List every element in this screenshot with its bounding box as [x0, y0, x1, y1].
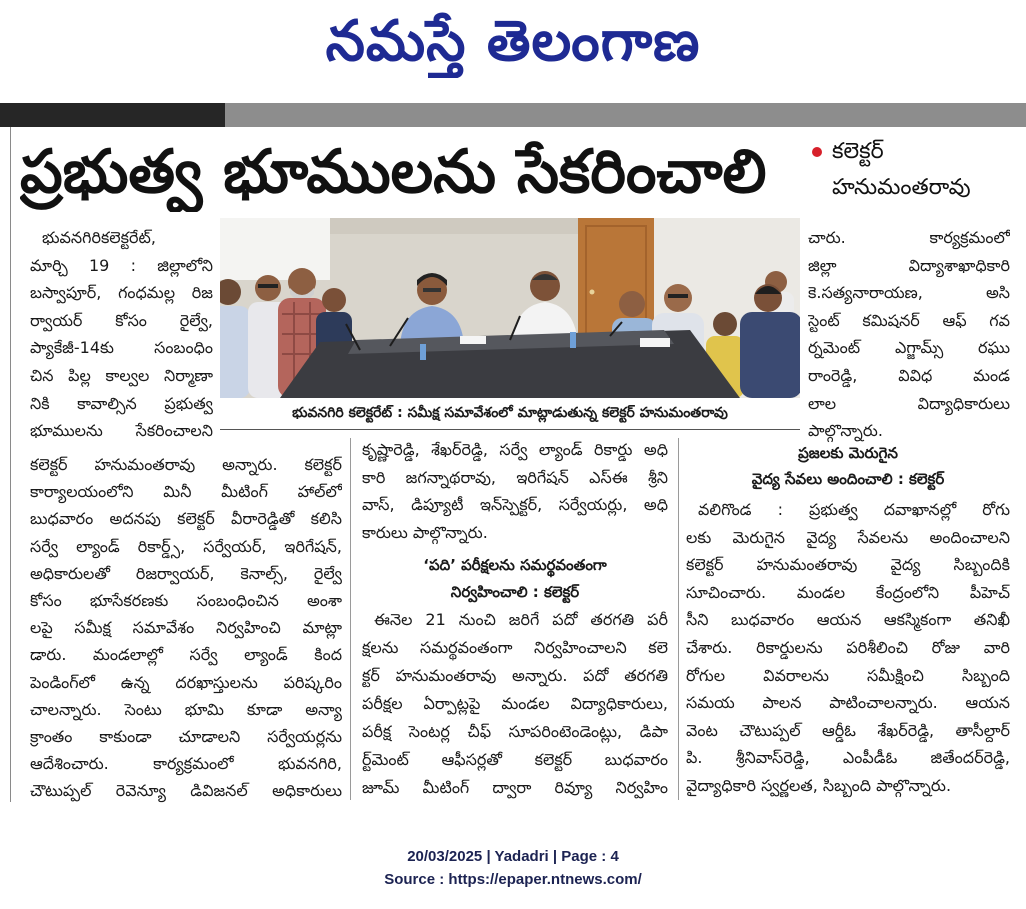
text-line: పెండింగ్‌లో ఉన్న దరఖాస్తులను పరిష్కరిం: [30, 672, 342, 692]
text-line: చాలన్నారు. సెంటు భూమి కూడా అన్యా: [30, 699, 342, 719]
text-line: కలెక్టర్ హనుమంతరావు వైద్య సిబ్బందికి: [686, 555, 1010, 575]
right-subheading: [686, 440, 1010, 492]
section-bar-dark: [0, 103, 225, 127]
text-line: ర్ట్‌మెంట్ ఆఫీసర్లతో కలెక్టర్ బుధవారం: [362, 750, 668, 769]
subheading-line: ‘పది’ పరీక్షలను సమర్థవంతంగా: [423, 556, 607, 574]
newspaper-masthead: నమస్తే తెలంగాణ: [325, 9, 701, 74]
text-line: బుధవారం అదనపు కలెక్టర్ వీరారెడ్డితో కలిసి: [30, 509, 342, 529]
text-line: స్టెంట్ కమిషనర్ ఆఫ్ గవ: [808, 310, 1010, 330]
byline-line: హనుమంతరావు: [832, 175, 971, 200]
source-link[interactable]: Source : https://epaper.ntnews.com/: [384, 871, 642, 888]
text-line: ర్వాయర్ కోసం రైల్వే,: [30, 310, 213, 330]
text-line: కార్యాలయంలోని మినీ మీటింగ్ హాల్‌లో: [30, 482, 342, 502]
text-line: నికి కావాల్సిన ప్రభుత్వ: [30, 393, 213, 413]
text-line: రాంరెడ్డి, వివిధ మండ: [808, 365, 1010, 385]
text-line: క్రాంతం కాకుండా చూడాలని సర్వేయర్లను: [30, 726, 342, 746]
text-line: లాల విద్యాధికారులు: [808, 393, 1010, 413]
clipping-left-border: [10, 127, 11, 802]
text-line: లపై సమీక్ష సమావేశం నిర్వహించి మాట్లా: [30, 618, 342, 638]
text-line: మార్చి 19 : జిల్లాలోని: [30, 255, 213, 275]
text-line: చౌటుప్పల్ రెవెన్యూ డివిజనల్ అధికారులు: [30, 781, 342, 801]
text-line: లకు మెరుగైన వైద్య సేవలను అందించాలని: [686, 527, 1010, 547]
text-line: సీని బుధవారం ఆయన ఆకస్మికంగా తనిఖీ: [686, 610, 1010, 630]
text-line: పాల్గొన్నారు.: [808, 421, 883, 441]
right-column-top: [808, 224, 1010, 445]
article-headline: ప్రభుత్వ భూములను సేకరించాలి: [20, 137, 767, 207]
text-line: జిల్లా విద్యాశాఖాధికారి: [808, 255, 1010, 275]
left-column-top: [30, 224, 213, 445]
text-line: కారులు పాల్గొన్నారు.: [362, 522, 488, 542]
article-byline: [832, 134, 1016, 210]
text-line: వలిగొండ : ప్రభుత్వ దవాఖానల్లో రోగు: [698, 500, 1010, 519]
left-column-bottom: [30, 451, 342, 804]
text-line: కృష్ణారెడ్డి, శేఖర్‌రెడ్డి, సర్వే ల్యాండ్ రికార్డు అధి: [362, 440, 668, 459]
subheading-line: వైద్య సేవలు అందించాలి : కలెక్టర్: [751, 470, 945, 488]
text-line: ఆదేశించారు. కార్యక్రమంలో భువనగిరి,: [30, 754, 342, 774]
text-line: కె.సత్యనారాయణ, అసి: [808, 283, 1010, 303]
text-line: చిన పిల్ల కాల్వల నిర్మాణా: [30, 365, 213, 385]
text-line: ఈనెల 21 నుంచి జరిగే పదో తరగతి పరీ: [374, 610, 668, 629]
text-line: సూచించారు. మండల కేంద్రంలోని పీహెచ్: [686, 582, 1010, 602]
text-line: కారి జగన్నాథరావు, ఇరిగేషన్ ఎస్‌ఈ శ్రీని: [362, 467, 668, 487]
text-line: అధికారులతో రిజర్వాయర్, కెనాల్స్, రైల్వే: [30, 563, 342, 583]
middle-column-body: [362, 606, 668, 802]
subheading-line: నిర్వహించాలి : కలెక్టర్: [450, 583, 580, 601]
section-bar-gray: [225, 103, 1026, 127]
text-line: కోసం భూసేకరణకు సంబంధించిన అంశా: [30, 590, 342, 610]
photo-caption: భువనగిరి కలెక్టరేట్ : సమీక్ష సమావేశంలో మాట్లాడుతున్న కలెక్టర్ హనుమంతరావు: [220, 398, 800, 430]
window: [220, 218, 330, 280]
text-line: పరీక్షల ఏర్పాట్లపై మండల విద్యాధికారులు,: [362, 694, 668, 713]
column-divider: [678, 438, 679, 800]
text-line: చేశారు. రికార్డులను పరిశీలించి రోజు వారి: [686, 637, 1010, 657]
text-line: ర్నమెంట్ ఎగ్జామ్స్ రఘు: [808, 338, 1010, 358]
text-line: వైద్యాధికారి స్వర్ణలత, సిబ్బంది పాల్గొన్నారు.: [686, 775, 952, 795]
text-line: సర్వే ల్యాండ్ రికార్డ్స్, సర్వేయర్, ఇరిగేషన్,: [30, 536, 342, 556]
middle-column-top: [362, 436, 668, 546]
text-line: సమయ పాలన పాటించాలన్నారు. ఆయన: [686, 693, 1010, 713]
edition-info: 20/03/2025 | Yadadri | Page : 4: [407, 848, 619, 865]
ceiling-strip: [330, 218, 578, 234]
text-line: వెంట చౌటుప్పల్ ఆర్డీఓ శేఖర్‌రెడ్డి, తాసీల్దార్: [686, 720, 1010, 740]
text-line: బస్వాపూర్, గంధమల్ల రిజ: [30, 283, 213, 303]
column-divider: [350, 438, 351, 800]
right-column-body: [686, 496, 1010, 800]
text-line: క్టర్ హనుమంతరావు అన్నారు. పదో తరగతి: [362, 666, 668, 685]
text-line: చారు. కార్యక్రమంలో: [808, 228, 1010, 247]
middle-subheading: [362, 552, 668, 606]
text-line: పరీక్ష సెంటర్ల చీఫ్ సూపరింటెండెంట్లు, డిపా: [362, 722, 668, 741]
text-line: రోగుల వివరాలను సమీక్షించి సిబ్బంది: [686, 665, 1010, 685]
byline-line: కలెక్టర్: [832, 139, 884, 164]
text-line: వాస్, డిప్యూటీ ఇన్‌స్పెక్టర్, సర్వేయర్లు, అధి: [362, 495, 668, 514]
text-line: డారు. మండలాల్లో సర్వే ల్యాండ్ కింద: [30, 645, 342, 665]
text-line: భువనగిరికలెక్టరేట్,: [42, 228, 156, 247]
red-bullet-icon: [812, 147, 822, 157]
text-line: కలెక్టర్ హనుమంతరావు అన్నారు. కలెక్టర్: [30, 455, 342, 474]
text-line: జూమ్ మీటింగ్ ద్వారా రివ్యూ నిర్వహిం: [362, 778, 668, 797]
text-line: భూములను సేకరించాలని: [30, 421, 213, 441]
meeting-photo: [220, 218, 800, 398]
text-line: ప్యాకేజీ-14కు సంబంధిం: [30, 338, 213, 358]
text-line: క్షలను సమర్థవంతంగా నిర్వహించాలని కలె: [362, 638, 668, 657]
text-line: పి. శ్రీనివాస్‌రెడ్డి, ఎంపీడీఓ జితేందర్‌రెడ్డి,: [686, 748, 1010, 768]
subheading-line: ప్రజలకు మెరుగైన: [798, 444, 898, 462]
